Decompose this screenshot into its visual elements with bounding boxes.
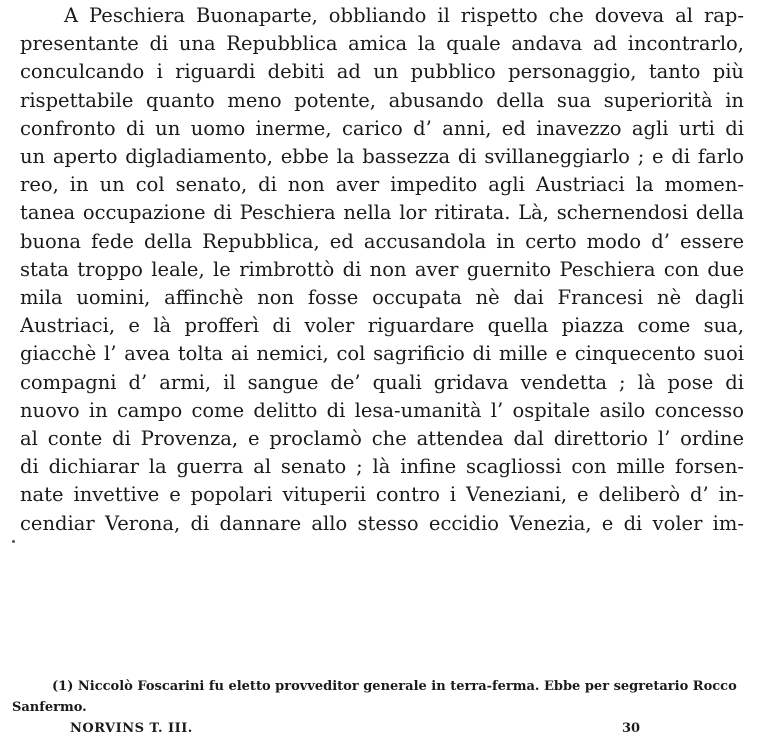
text-line: confronto di un uomo inerme, carico d’ anni, ed inavezzo agli urti di (20, 116, 744, 140)
text-line: presentante di una Repubblica amica la quale andava ad incontrarlo, (20, 32, 744, 56)
main-text (20, 2, 744, 538)
text-line: tanea occupazione di Peschiera nella lor ritirata. Là, schernendosi della (20, 201, 744, 225)
text-line: giacchè l’ avea tolta ai nemici, col sagrificio di mille e cinquecento suoi (20, 342, 744, 366)
text-line: rispettabile quanto meno potente, abusando della sua superiorità in (20, 88, 744, 112)
text-line: nate invettive e popolari vituperii contro i Veneziani, e deliberò d’ in- (20, 483, 744, 507)
text-line: compagni d’ armi, il sangue de’ quali gridava vendetta ; là pose di (20, 370, 744, 394)
text-line: A Peschiera Buonaparte, obbliando il rispetto che doveva al rap- (64, 4, 744, 27)
footnote-line: (1) Niccolò Foscarini fu eletto provveditor generale in terra-ferma. Ebbe per segretario Rocco (52, 679, 737, 694)
text-line: nuovo in campo come delitto di lesa-umanità l’ ospitale asilo concesso (20, 398, 744, 422)
text-line: conculcando i riguardi debiti ad un pubblico personaggio, tanto più (20, 60, 744, 84)
footnote (12, 676, 747, 718)
text-line: un aperto digladiamento, ebbe la bassezza di svillaneggiarlo ; e di farlo (20, 145, 744, 169)
footnote-line: Sanfermo. (12, 700, 87, 715)
text-line: mila uomini, affinchè non fosse occupata nè dai Francesi nè dagli (20, 286, 744, 310)
printer-signature: NORVINS T. III. (70, 721, 193, 736)
page-number: 30 (622, 721, 641, 736)
text-line: buona fede della Repubblica, ed accusandola in certo modo d’ essere (20, 229, 744, 253)
text-line: Austriaci, e là profferì di voler riguardare quella piazza come sua, (20, 314, 744, 338)
text-line: di dichiarar la guerra al senato ; là infine scagliossi con mille forsen- (20, 455, 744, 479)
text-line: reo, in un col senato, di non aver impedito agli Austriaci la momen- (20, 173, 744, 197)
print-speck (12, 540, 15, 543)
text-line: stata troppo leale, le rimbrottò di non aver guernito Peschiera con due (20, 257, 744, 281)
text-line: al conte di Provenza, e proclamò che attendea dal direttorio l’ ordine (20, 427, 744, 451)
text-line: cendiar Verona, di dannare allo stesso eccidio Venezia, e di voler im- (20, 511, 744, 535)
